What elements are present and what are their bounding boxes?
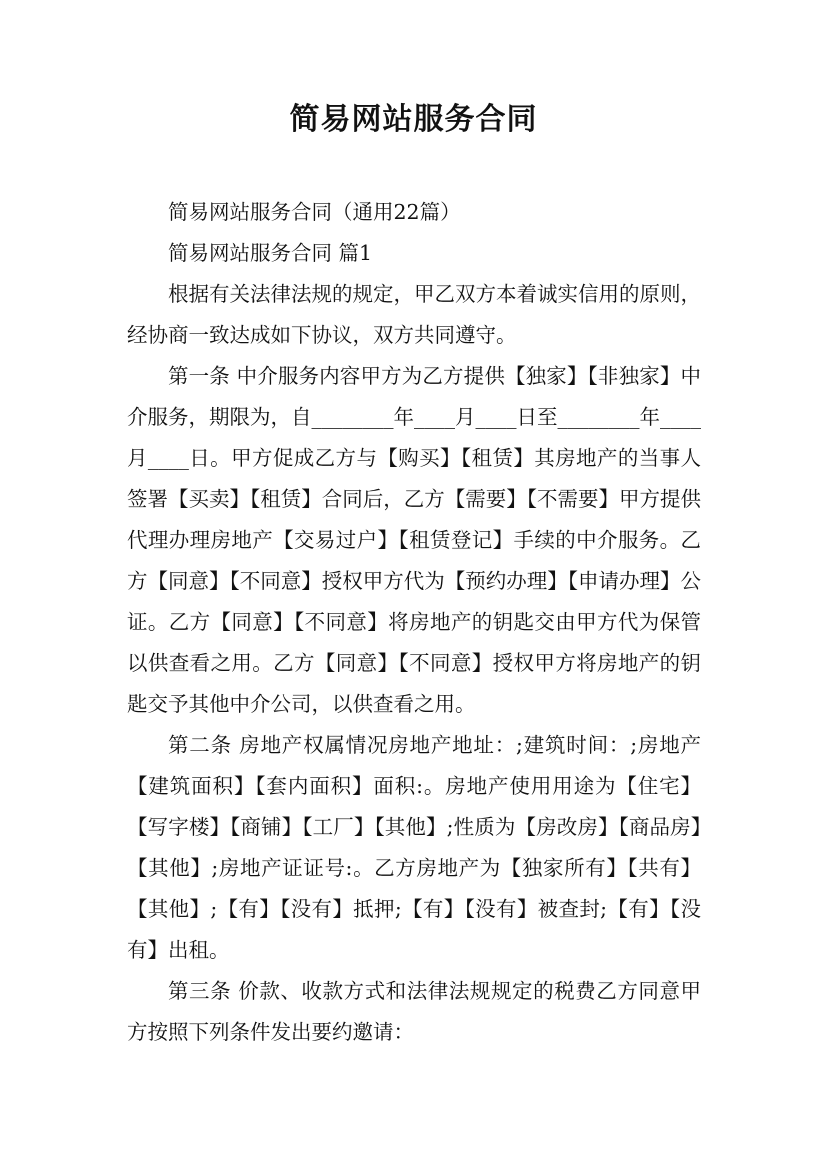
paragraph-article-2: 第二条 房地产权属情况房地产地址：;建筑时间：;房地产【建筑面积】【套内面积】面积:。房地产使用用途为【住宅】【写字楼】【商铺】【工厂】【其他】;性质为【房改房】【商品房】【其他】;房地产证证号:。乙方房地产为【独家所有】【共有】【其他】;【有】【没有】抵押;【有】【没有】被查封;【有】【没有】出租。 [127, 733, 701, 962]
paragraph-article-3: 第三条 价款、收款方式和法律法规规定的税费乙方同意甲方按照下列条件发出要约邀请： [127, 979, 701, 1044]
paragraph-subtitle: 简易网站服务合同（通用22篇） [168, 200, 461, 224]
document-title: 简易网站服务合同 [289, 102, 538, 137]
paragraph-article-1: 第一条 中介服务内容甲方为乙方提供【独家】【非独家】中介服务，期限为，自________年____月____日至________年____月____日。甲方促成乙方与【购买】【租赁】其房地产的当事人签署【买卖】【租赁】合同后，乙方【需要】【不需要】甲方提供代理办理房地产【交易过户】【租赁登记】手续的中介服务。乙方【同意】【不同意】授权甲方代为【预约办理】【申请办理】公证。乙方【同意】【不同意】将房地产的钥匙交由甲方代为保管以供查看之用。乙方【同意】【不同意】授权甲方将房地产的钥匙交予其他中介公司，以供查看之用。 [127, 364, 701, 716]
paragraph-section-heading: 简易网站服务合同 篇1 [168, 241, 373, 265]
paragraph-preamble: 根据有关法律法规的规定，甲乙双方本着诚实信用的原则，经协商一致达成如下协议，双方共同遵守。 [127, 282, 701, 347]
document-body [127, 192, 701, 1053]
